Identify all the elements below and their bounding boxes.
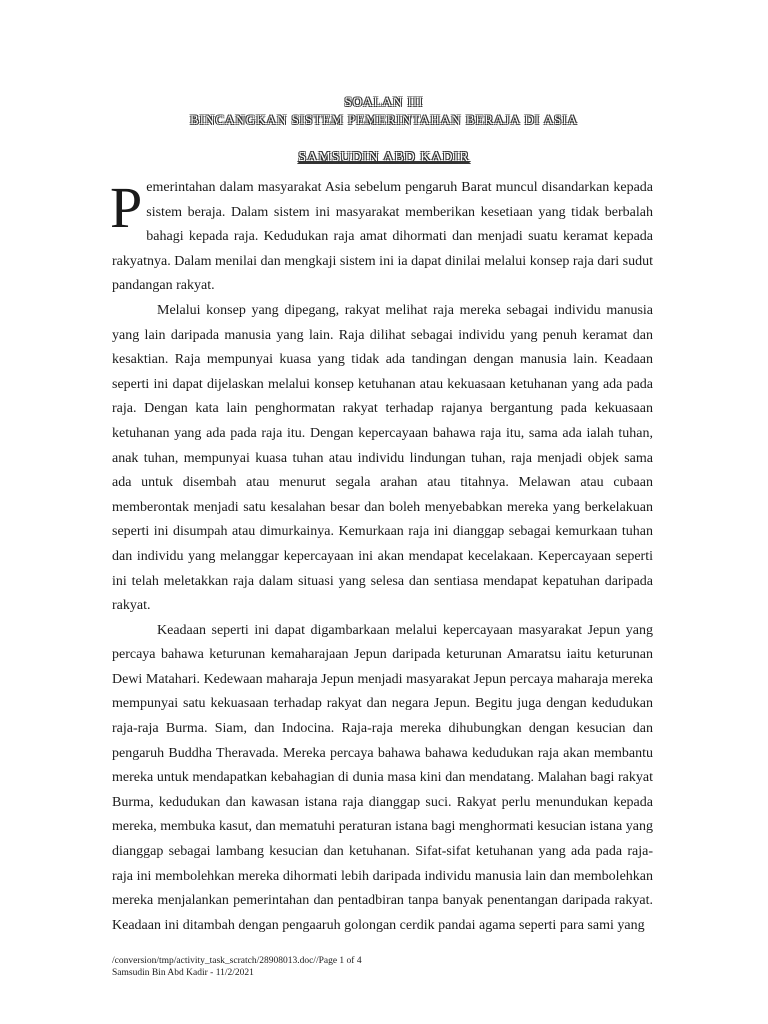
paragraph-1-text: emerintahan dalam masyarakat Asia sebelum pengaruh Barat muncul disandarkan kepada sistem beraja. Dalam sistem ini masyarakat memberikan kesetiaan yang tidak berbalah bahagi kepada raja. Kedudukan raja amat dihormati dan menjadi suatu keramat kepada rakyatnya. Dalam menilai dan mengkaji sistem ini ia dapat dinilai melalui konsep raja dari sudut pandangan rakyat.	[112, 180, 653, 294]
essay-body	[112, 176, 653, 938]
footer-author-date: Samsudin Bin Abd Kadir - 11/2/2021	[112, 968, 254, 978]
footer-path: /conversion/tmp/activity_task_scratch/28908013.doc//Page 1 of 4	[112, 956, 362, 966]
page-footer	[112, 955, 362, 979]
author-heading: SAMSUDIN ABD KADIR	[298, 150, 470, 165]
drop-cap: P	[110, 175, 143, 240]
paragraph-2: Melalui konsep yang dipegang, rakyat melihat raja mereka sebagai individu manusia yang lain daripada manusia yang lain. Raja dilihat sebagai individu yang penuh keramat dan kesaktian. Raja mempunyai kuasa yang tidak ada tandingan dengan manusia lain. Keadaan seperti ini dapat dijelaskan melalui konsep ketuhanan atau kekuasaan ketuhanan yang ada pada raja. Dengan kata lain penghormatan rakyat terhadap rajanya bergantung pada kekuasaan ketuhanan yang ada pada raja itu. Dengan kepercayaan bahawa raja itu, sama ada ialah tuhan, anak tuhan, mempunyai kuasa tuhan atau individu lindungan tuhan, raja menjadi objek sama ada untuk disembah atau menurut segala arahan atau titahnya. Melawan atau cubaan memberontak menjadi satu kesalahan besar dan boleh menyebabkan mereka yang berkelakuan seperti ini disumpah atau dimurkainya. Kemurkaan raja ini dianggap sebagai kemurkaan tuhan dan individu yang melanggar kepercayaan ini akan mendapat kecelakaan. Kepercayaan seperti ini telah meletakkan raja dalam situasi yang selesa dan sentiasa mendapat kepatuhan daripada rakyat.	[112, 302, 653, 614]
paragraph-3: Keadaan seperti ini dapat digambarkaan melalui kepercayaan masyarakat Jepun yang percaya bahawa keturunan kemaharajaan Jepun daripada keturunan Amaratsu iaitu keturunan Dewi Matahari. Kedewaan maharaja Jepun menjadi masyarakat Jepun percaya maharaja mereka mempunyai satu kekuasaan terhadap rakyat dan negara Jepun. Begitu juga dengan kedudukan raja-raja Burma. Siam, dan Indocina. Raja-raja mereka dihubungkan dengan kesucian dan pengaruh Buddha Theravada. Mereka percaya bahawa bahawa kedudukan raja akan membantu mereka untuk mendapatkan kebahagian di dunia masa kini dan mendatang. Malahan bagi rakyat Burma, kedudukan dan kawasan istana raja dianggap suci. Rakyat perlu menundukan kepada mereka, membuka kasut, dan mematuhi peraturan istana bagi menghormati kesucian istana yang dianggap sebagai lambang kesucian dan ketuhanan. Sifat-sifat ketuhanan yang ada pada raja-raja ini membolehkan mereka dihormati lebih daripada individu manusia lain dan membolehkan mereka menjalankan pemerintahan dan pentadbiran tanpa banyak penentangan daripada rakyat. Keadaan ini ditambah dengan pengaaruh golongan cerdik pandai agama seperti para sami yang	[112, 622, 653, 933]
question-number: SOALAN III	[344, 94, 424, 109]
paragraph-1	[112, 176, 653, 299]
question-title: BINCANGKAN SISTEM PEMERINTAHAN BERAJA DI ASIA	[189, 112, 579, 127]
